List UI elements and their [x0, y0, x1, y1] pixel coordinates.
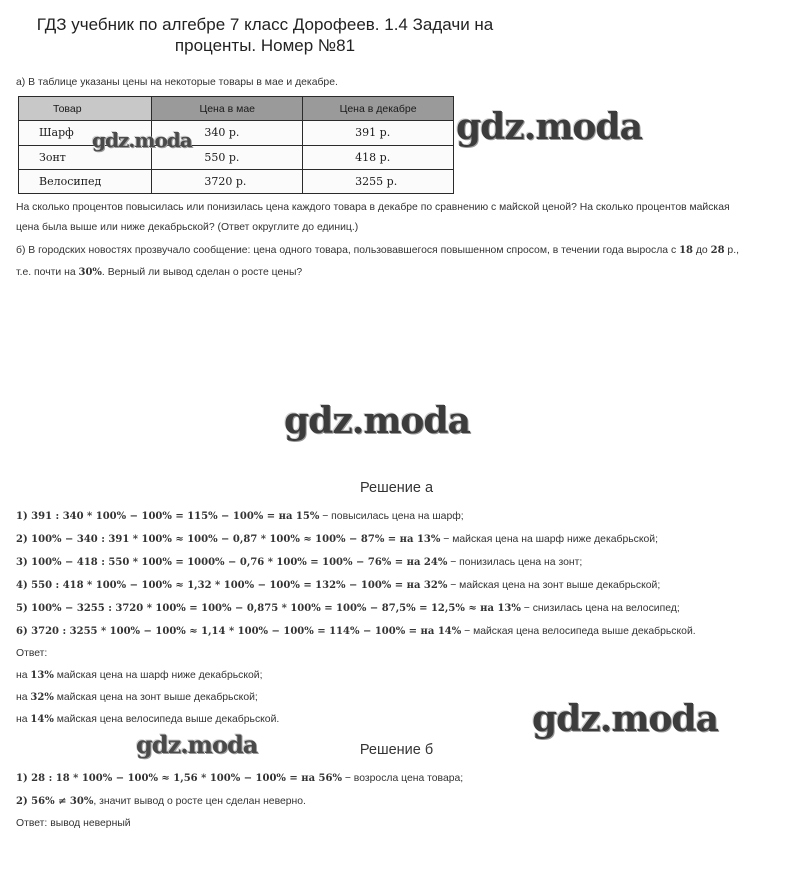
task-b-line2: т.е. почти на 30%. Верный ли вывод сделан о росте цены?: [16, 267, 303, 278]
solution-a-step: 5) 100% − 3255 : 3720 * 100% = 100% − 0,875 * 100% = 100% − 87,5% = 12,5% ≈ на 13% − снизилась цена на велосипед;: [16, 603, 680, 614]
solution-a-step: 3) 100% − 418 : 550 * 100% = 1000% − 0,76 * 100% = 100% − 76% = на 24% − понизилась цена на зонт;: [16, 557, 583, 568]
solution-a-step: 2) 100% − 340 : 391 * 100% ≈ 100% − 0,87 * 100% ≈ 100% − 87% = на 13% − майская цена на шарф ниже декабрьской;: [16, 534, 658, 545]
table-cell-dec: 3255 р.: [303, 169, 454, 193]
table-row: [19, 169, 454, 193]
solution-b-title: Решение б: [359, 742, 434, 758]
table-row: [19, 145, 454, 169]
watermark-logo: gdz.moda: [456, 106, 642, 148]
table-header-row: [19, 97, 454, 121]
solution-a-answer: на 32% майская цена на зонт выше декабрьской;: [16, 692, 258, 703]
task-b-line1: б) В городских новостях прозвучало сообщение: цена одного товара, пользовавшегося повышенном спросом, в течении года выросла с 18 до 28 р.,: [16, 245, 739, 256]
table-cell-may: 550 р.: [152, 145, 303, 169]
table-cell-may: 340 р.: [152, 121, 303, 145]
watermark-logo: gdz.moda: [92, 128, 192, 152]
solution-a-answer-label: Ответ:: [16, 648, 48, 659]
solution-a-answer: на 14% майская цена велосипеда выше декабрьской.: [16, 714, 280, 725]
solution-a-step: 1) 391 : 340 * 100% − 100% = 115% − 100% = на 15% − повысилась цена на шарф;: [16, 511, 464, 522]
table-cell-name: Шарф: [19, 121, 152, 145]
price-table: [18, 96, 454, 194]
solution-b-step: 1) 28 : 18 * 100% − 100% ≈ 1,56 * 100% − 100% = на 56% − возросла цена товара;: [16, 773, 464, 784]
table-header: Цена в декабре: [303, 97, 454, 121]
solution-a-step: 6) 3720 : 3255 * 100% − 100% ≈ 1,14 * 100% − 100% = 114% − 100% = на 14% − майская цена велосипеда выше декабрьской.: [16, 626, 696, 637]
watermark-logo: gdz.moda: [136, 730, 258, 759]
task-a-intro: а) В таблице указаны цены на некоторые товары в мае и декабре.: [16, 77, 338, 88]
solution-b-answer: Ответ: вывод неверный: [16, 818, 131, 829]
table-cell-dec: 391 р.: [303, 121, 454, 145]
watermark-logo: gdz.moda: [284, 400, 470, 442]
page-title-line2: проценты. Номер №81: [174, 36, 356, 55]
table-header: Цена в мае: [152, 97, 303, 121]
table-header: Товар: [19, 97, 152, 121]
task-a-question-line2: цена была выше или ниже декабрьской? (Ответ округлите до единиц.): [16, 222, 359, 233]
solution-a-answer: на 13% майская цена на шарф ниже декабрьской;: [16, 670, 263, 681]
table-cell-name: Зонт: [19, 145, 152, 169]
solution-a-step: 4) 550 : 418 * 100% − 100% ≈ 1,32 * 100% − 100% = 132% − 100% = на 32% − майская цена на зонт выше декабрьской;: [16, 580, 661, 591]
table-cell-dec: 418 р.: [303, 145, 454, 169]
task-a-question-line1: На сколько процентов повысилась или понизилась цена каждого товара в декабре по сравнению с майской ценой? На сколько процентов майская: [16, 202, 730, 213]
table-cell-may: 3720 р.: [152, 169, 303, 193]
table-row: [19, 121, 454, 145]
solution-a-title: Решение а: [359, 480, 434, 496]
watermark-logo: gdz.moda: [532, 698, 718, 740]
page-title: [0, 14, 530, 56]
solution-b-step: 2) 56% ≠ 30%, значит вывод о росте цен сделан неверно.: [16, 796, 306, 807]
table-cell-name: Велосипед: [19, 169, 152, 193]
page-title-line1: ГДЗ учебник по алгебре 7 класс Дорофеев. 1.4 Задачи на: [36, 15, 494, 34]
